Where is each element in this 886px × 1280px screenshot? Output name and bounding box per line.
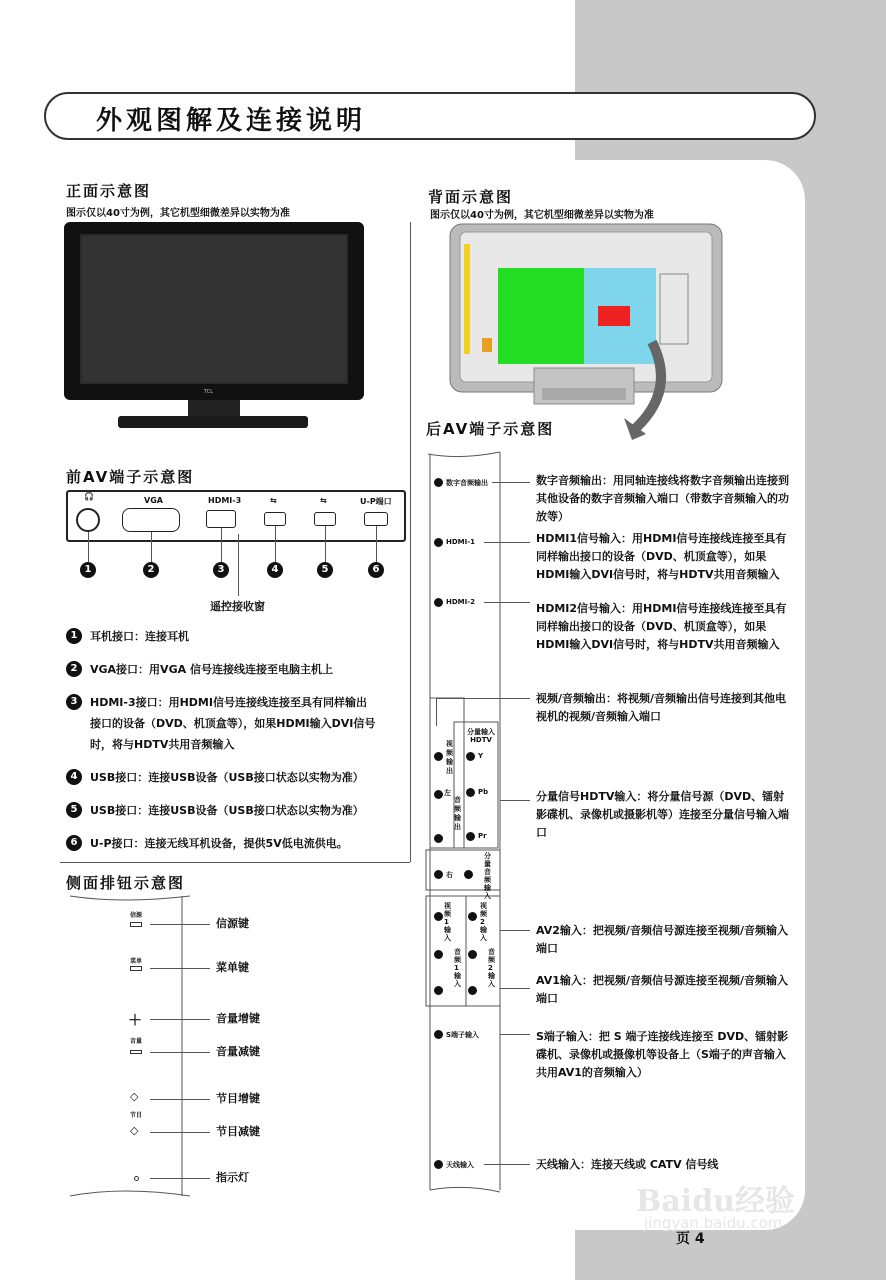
video-out-label: 视频输出 (446, 740, 453, 775)
pointer-line (492, 482, 530, 483)
hdmi3-label: HDMI-3 (208, 496, 242, 505)
front-caption: 图示仅以40寸为例，其它机型细微差异以实物为准 (66, 208, 290, 219)
pointer-line (484, 1164, 530, 1165)
usb-port-2 (314, 512, 336, 526)
marker-4: 4 (267, 562, 283, 578)
page-number: 页 4 (676, 1231, 705, 1247)
baidu-watermark-url: jingyan.baidu.com (644, 1214, 783, 1232)
pointer-line (484, 542, 530, 543)
component-pr-port (466, 832, 475, 841)
pointer-line (484, 602, 530, 603)
component-audio-right-port (434, 870, 443, 879)
hdmi1-label: HDMI-1 (446, 538, 476, 546)
av2-video-port (468, 912, 477, 921)
av2-label: 视频2输入 (480, 902, 487, 942)
headphone-port (76, 508, 100, 532)
pointer-line (150, 924, 210, 925)
green-area (498, 268, 584, 364)
y-label: Y (478, 752, 484, 760)
volume-up-icon[interactable]: ＋ (128, 1013, 142, 1029)
section-divider (60, 862, 410, 863)
indicator-label: 指示灯 (216, 1171, 249, 1184)
headphone-icon: 🎧 (84, 492, 94, 501)
channel-up-label: 节目增键 (216, 1092, 260, 1105)
marker-6: 6 (368, 562, 384, 578)
page-title: 外观图解及连接说明 (96, 106, 367, 136)
hdmi2-desc: HDMI2信号输入：用HDMI信号连接线连接至具有同样输出接口的设备（DVD、机顶盒等），如果HDMI输入DVI信号时，将与HDTV共用音频输入 (536, 602, 787, 651)
component-label: 分量输入 HDTV (467, 728, 495, 744)
av-out-desc: 视频/音频输出：将视频/音频输出信号连接到其他电视机的视频/音频输入端口 (536, 692, 787, 723)
usb-icon-1: ⇆ (270, 496, 277, 505)
av2-audio-right-port (468, 986, 477, 995)
up-port (364, 512, 388, 526)
up-port-label: U-P端口 (360, 497, 392, 506)
pointer-line (275, 526, 276, 562)
component-y-port (466, 752, 475, 761)
pointer-line (150, 968, 210, 969)
pointer-line (325, 526, 326, 562)
list-item: 5 USB接口：连接USB设备（USB接口状态以实物为准） (66, 800, 406, 821)
pointer-line (150, 1099, 210, 1100)
hdmi1-desc: HDMI1信号输入：用HDMI信号连接线连接至具有同样输出接口的设备（DVD、机顶盒等），如果HDMI输入DVI信号时，将与HDTV共用音频输入 (536, 532, 787, 581)
s-video-port (434, 1030, 443, 1039)
tv-back-illustration (446, 220, 726, 440)
component-desc: 分量信号HDTV输入：将分量信号源（DVD、镭射影碟机、录像机或摄影机等）连接至分量信号输入端口 (536, 790, 789, 839)
video-out-port (434, 752, 443, 761)
usb-icon-2: ⇆ (320, 496, 327, 505)
marker-3: 3 (213, 562, 229, 578)
list-item: 4 USB接口：连接USB设备（USB接口状态以实物为准） (66, 767, 406, 788)
volume-up-label: 音量增键 (216, 1012, 260, 1025)
pointer-line (500, 988, 530, 989)
pointer-line (150, 1178, 210, 1179)
antenna-desc: 天线输入：连接天线或 CATV 信号线 (536, 1158, 719, 1171)
pb-label: Pb (478, 788, 489, 796)
front-heading: 正面示意图 (66, 182, 152, 200)
list-item: 接口的设备（DVD、机顶盒等），如果HDMI输入DVI信号 (90, 717, 376, 730)
av2-desc: AV2输入：把视频/音频信号源连接至视频/音频输入端口 (536, 924, 788, 955)
usb-port-1 (264, 512, 286, 526)
pointer-line (150, 1052, 210, 1053)
av1-audio-left-port (434, 950, 443, 959)
pointer-line (150, 1132, 210, 1133)
tv-front-illustration (60, 220, 370, 432)
pointer-line (500, 800, 530, 801)
marker-5: 5 (317, 562, 333, 578)
audio-out-right-port (434, 834, 443, 843)
digital-audio-label: 数字音频输出 (446, 479, 488, 487)
av1-video-port (434, 912, 443, 921)
pr-label: Pr (478, 832, 487, 840)
volume-down-label: 音量减键 (216, 1045, 260, 1058)
front-av-list (66, 626, 406, 854)
menu-button[interactable] (130, 966, 142, 971)
s-video-desc: S端子输入：把 S 端子连接线连接至 DVD、镭射影碟机、录像机或摄像机等设备上（S端子的声音输入共用AV1的音频输入） (536, 1030, 789, 1079)
audio-out-label: 音频输出 (454, 796, 461, 831)
vga-port (122, 508, 180, 532)
list-item: 2 VGA接口：用VGA 信号连接线连接至电脑主机上 (66, 659, 406, 680)
audio2-label: 音频2输入 (488, 948, 495, 988)
source-small-label: 信源 (130, 912, 143, 919)
list-item: 6 U-P接口：连接无线耳机设备，提供5V低电流供电。 (66, 833, 406, 854)
back-heading: 背面示意图 (428, 188, 514, 206)
pointer-line (151, 532, 152, 562)
channel-up-icon[interactable]: ◇ (130, 1090, 139, 1103)
pointer-line (500, 930, 530, 931)
source-button-label: 信源键 (216, 917, 249, 930)
list-item: 时，将与HDTV共用音频输入 (90, 738, 235, 751)
audio-out-left-port (434, 790, 443, 799)
marker-2: 2 (143, 562, 159, 578)
channel-down-icon[interactable]: ◇ (130, 1124, 139, 1137)
rear-av-heading: 后AV端子示意图 (426, 420, 555, 438)
av1-audio-right-port (434, 986, 443, 995)
source-button[interactable] (130, 922, 142, 927)
channel-down-label: 节目减键 (216, 1125, 260, 1138)
list-item: 1 耳机接口：连接耳机 (66, 626, 406, 647)
side-heading: 侧面排钮示意图 (66, 874, 186, 892)
audio1-label: 音频1输入 (454, 948, 461, 988)
digital-audio-desc: 数字音频输出：用同轴连接线将数字音频输出连接到其他设备的数字音频输入端口（带数字音频输入的功放等） (536, 474, 789, 523)
remote-sensor-label: 遥控接收窗 (210, 600, 265, 613)
hdmi3-port (206, 510, 236, 528)
vga-label: VGA (144, 496, 163, 505)
av2-audio-left-port (468, 950, 477, 959)
s-video-label: S端子输入 (446, 1031, 480, 1039)
pointer-line (150, 1019, 210, 1020)
menu-small-label: 菜单 (130, 958, 143, 965)
right-label: 右 (446, 871, 453, 879)
hdmi2-label: HDMI-2 (446, 598, 476, 606)
marker-1: 1 (80, 562, 96, 578)
pointer-line (88, 532, 89, 562)
indicator-light (134, 1176, 139, 1181)
component-audio-left-port (464, 870, 473, 879)
av1-label: 视频1输入 (444, 902, 451, 942)
remote-pointer-line (238, 534, 239, 596)
hdmi2-port (434, 598, 443, 607)
tv-brand-logo: TCL (204, 389, 214, 395)
volume-down-button[interactable] (130, 1050, 142, 1054)
pointer-line (436, 698, 530, 699)
back-caption: 图示仅以40寸为例，其它机型细微差异以实物为准 (430, 210, 654, 221)
component-audio-label: 分量音频输入 (484, 852, 491, 900)
digital-audio-port (434, 478, 443, 487)
antenna-port (434, 1160, 443, 1169)
left-label: 左 (444, 789, 451, 797)
front-av-heading: 前AV端子示意图 (66, 468, 195, 486)
pointer-line (376, 526, 377, 562)
baidu-watermark: Baidu经验 (636, 1184, 795, 1219)
antenna-label: 天线输入 (446, 1161, 474, 1169)
channel-small-label: 节目 (130, 1112, 143, 1119)
pointer-line (500, 1034, 530, 1035)
hdmi1-port (434, 538, 443, 547)
menu-button-label: 菜单键 (216, 961, 249, 974)
av1-desc: AV1输入：把视频/音频信号源连接至视频/音频输入端口 (536, 974, 788, 1005)
pointer-line (221, 528, 222, 562)
volume-small-label: 音量 (130, 1038, 143, 1045)
component-pb-port (466, 788, 475, 797)
list-item: 3 HDMI-3接口：用HDMI信号连接线连接至具有同样输出 (66, 692, 406, 713)
pointer-line (436, 698, 437, 726)
column-divider (410, 222, 411, 862)
